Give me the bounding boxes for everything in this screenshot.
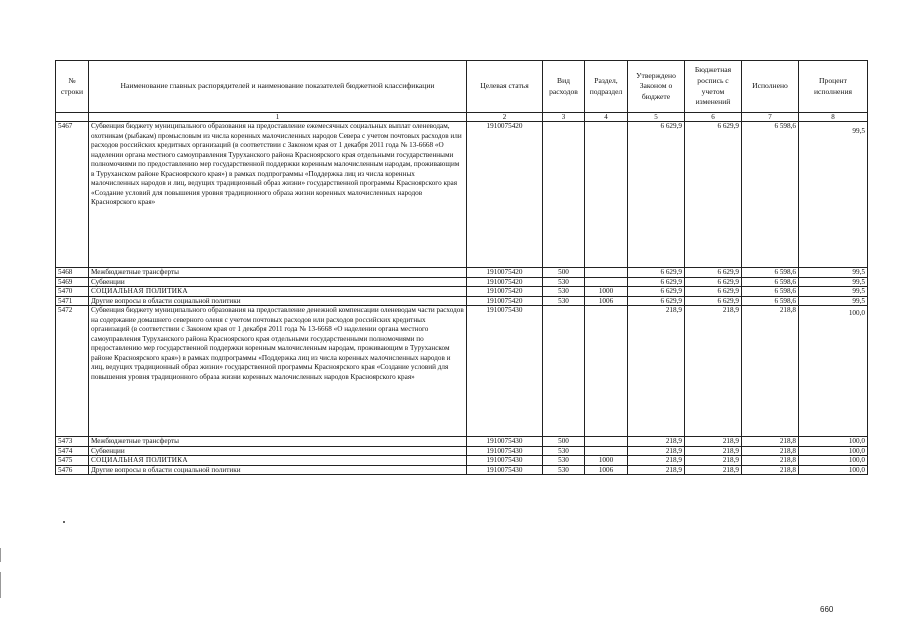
header-row: [56, 61, 868, 113]
column-number: 8: [799, 113, 868, 122]
table-row: [56, 287, 868, 297]
budget-table: [55, 60, 868, 475]
row-number: 5470: [56, 287, 89, 297]
header-type: Вид расходов: [543, 61, 585, 113]
row-approved: 6 629,9: [628, 122, 685, 268]
row-executed: 218,8: [742, 446, 799, 456]
row-type: 530: [543, 456, 585, 466]
row-budget-list: 218,9: [685, 446, 742, 456]
header-section: Раздел, подраздел: [585, 61, 628, 113]
scan-edge-mark: [0, 548, 1, 562]
row-target: 1910075430: [467, 465, 543, 475]
row-number: 5474: [56, 446, 89, 456]
row-percent: 99,5: [799, 277, 868, 287]
row-approved: 218,9: [628, 446, 685, 456]
row-name: Другие вопросы в области социальной политики: [89, 296, 467, 306]
row-target: 1910075420: [467, 277, 543, 287]
row-name: Субвенции: [89, 446, 467, 456]
row-approved: 218,9: [628, 437, 685, 447]
row-section: 1006: [585, 465, 628, 475]
row-target: 1910075420: [467, 296, 543, 306]
row-budget-list: 218,9: [685, 437, 742, 447]
table-row: [56, 456, 868, 466]
column-number-blank: [56, 113, 89, 122]
row-section: [585, 277, 628, 287]
row-approved: 218,9: [628, 306, 685, 437]
header-percent: Процент исполнения: [799, 61, 868, 113]
header-row-no: № строки: [56, 61, 89, 113]
row-type: 530: [543, 287, 585, 297]
column-number: 2: [467, 113, 543, 122]
row-number: 5476: [56, 465, 89, 475]
table-row: [56, 306, 868, 437]
row-number: 5467: [56, 122, 89, 268]
row-number: 5471: [56, 296, 89, 306]
row-target: 1910075420: [467, 268, 543, 278]
column-number: 6: [685, 113, 742, 122]
row-executed: 6 598,6: [742, 287, 799, 297]
row-section: 1006: [585, 296, 628, 306]
row-type: 530: [543, 277, 585, 287]
row-approved: 6 629,9: [628, 277, 685, 287]
scan-dot: [63, 521, 65, 523]
row-budget-list: 218,9: [685, 465, 742, 475]
row-type: 530: [543, 296, 585, 306]
row-type: 500: [543, 437, 585, 447]
row-executed: 6 598,6: [742, 122, 799, 268]
table-row: [56, 446, 868, 456]
scan-edge-mark: [0, 572, 1, 598]
row-name: СОЦИАЛЬНАЯ ПОЛИТИКА: [89, 456, 467, 466]
row-executed: 218,8: [742, 465, 799, 475]
row-number: 5475: [56, 456, 89, 466]
row-type: 500: [543, 268, 585, 278]
row-approved: 218,9: [628, 456, 685, 466]
header-name: Наименование главных распорядителей и наименование показателей бюджетной классификации: [89, 61, 467, 113]
row-name: Другие вопросы в области социальной политики: [89, 465, 467, 475]
row-budget-list: 6 629,9: [685, 287, 742, 297]
column-number: 3: [543, 113, 585, 122]
row-name: Межбюджетные трансферты: [89, 437, 467, 447]
row-budget-list: 218,9: [685, 306, 742, 437]
row-percent: 100,0: [799, 437, 868, 447]
row-name: Субвенция бюджету муниципального образования на предоставление ежемесячных социальных выплат оленеводам, охотникам (рыбакам) промысловым из числа коренных малочисленных народов Севера с учетом почтовых расходов или расходов российских кредитных организаций (в соответствии с Законом края от 1 декабря 2011 года № 13-6668 «О наделении органа местного самоуправления Туруханского района Красноярского края отдельными государственными полномочиями по предоставлению мер государственной поддержки коренным малочисленным народам, проживающим в Туруханском районе Красноярского края») в рамках подпрограммы «Поддержка лиц из числа коренных малочисленных народов и лиц, ведущих традиционный образ жизни» государственной программы Красноярского края «Создание условий для повышения уровня традиционного образа жизни коренных малочисленных народов Красноярского края»: [89, 122, 467, 268]
row-type: [543, 306, 585, 437]
page-number: 660: [820, 605, 834, 614]
column-number: 7: [742, 113, 799, 122]
row-section: [585, 268, 628, 278]
column-number: 1: [89, 113, 467, 122]
row-percent: 100,0: [799, 465, 868, 475]
row-approved: 218,9: [628, 465, 685, 475]
row-budget-list: 6 629,9: [685, 122, 742, 268]
row-number: 5472: [56, 306, 89, 437]
row-approved: 6 629,9: [628, 296, 685, 306]
row-type: 530: [543, 465, 585, 475]
row-budget-list: 6 629,9: [685, 268, 742, 278]
table-row: [56, 122, 868, 268]
header-executed: Исполнено: [742, 61, 799, 113]
table-row: [56, 437, 868, 447]
row-name: Субвенции: [89, 277, 467, 287]
row-percent: 99,5: [799, 268, 868, 278]
table-row: [56, 296, 868, 306]
row-executed: 6 598,6: [742, 296, 799, 306]
row-target: 1910075430: [467, 437, 543, 447]
row-percent: 100,0: [799, 446, 868, 456]
row-percent: 99,5: [799, 296, 868, 306]
row-target: 1910075430: [467, 456, 543, 466]
column-number: 4: [585, 113, 628, 122]
row-number: 5468: [56, 268, 89, 278]
row-percent: 99,5: [799, 122, 868, 268]
row-number: 5469: [56, 277, 89, 287]
table-row: [56, 277, 868, 287]
header-budget-list: Бюджетная роспись с учетом изменений: [685, 61, 742, 113]
row-budget-list: 6 629,9: [685, 296, 742, 306]
column-number: 5: [628, 113, 685, 122]
row-executed: 218,8: [742, 456, 799, 466]
row-name: СОЦИАЛЬНАЯ ПОЛИТИКА: [89, 287, 467, 297]
row-section: [585, 306, 628, 437]
row-budget-list: 218,9: [685, 456, 742, 466]
row-percent: 99,5: [799, 287, 868, 297]
table-row: [56, 268, 868, 278]
row-percent: 100,0: [799, 456, 868, 466]
row-executed: 6 598,6: [742, 268, 799, 278]
row-executed: 6 598,6: [742, 277, 799, 287]
row-section: [585, 446, 628, 456]
row-target: 1910075430: [467, 446, 543, 456]
row-section: 1000: [585, 287, 628, 297]
row-approved: 6 629,9: [628, 268, 685, 278]
row-target: 1910075430: [467, 306, 543, 437]
row-target: 1910075420: [467, 122, 543, 268]
row-percent: 100,0: [799, 306, 868, 437]
header-target: Целевая статья: [467, 61, 543, 113]
row-section: [585, 437, 628, 447]
row-approved: 6 629,9: [628, 287, 685, 297]
row-executed: 218,8: [742, 437, 799, 447]
table-row: [56, 465, 868, 475]
column-number-row: [56, 113, 868, 122]
row-section: [585, 122, 628, 268]
row-name: Межбюджетные трансферты: [89, 268, 467, 278]
row-target: 1910075420: [467, 287, 543, 297]
row-type: [543, 122, 585, 268]
row-number: 5473: [56, 437, 89, 447]
header-approved: Утверждено Законом о бюджете: [628, 61, 685, 113]
row-name: Субвенция бюджету муниципального образования на предоставление денежной компенсации оленеводам части расходов на содержание домашнего северного оленя с учетом почтовых расходов или расходов российских кредитных организаций (в соответствии с Законом края от 1 декабря 2011 года № 13-6668 «О наделении органа местного самоуправления Туруханского района Красноярского края отдельными государственными полномочиями по предоставлению мер государственной поддержки коренным малочисленным народам, проживающим в Туруханском районе Красноярского края») в рамках подпрограммы «Поддержка лиц из числа коренных малочисленных народов и лиц, ведущих традиционный образ жизни» государственной программы Красноярского края «Создание условий для повышения уровня традиционного образа жизни коренных малочисленных народов Красноярского края»: [89, 306, 467, 437]
row-budget-list: 6 629,9: [685, 277, 742, 287]
row-section: 1000: [585, 456, 628, 466]
row-type: 530: [543, 446, 585, 456]
row-executed: 218,8: [742, 306, 799, 437]
